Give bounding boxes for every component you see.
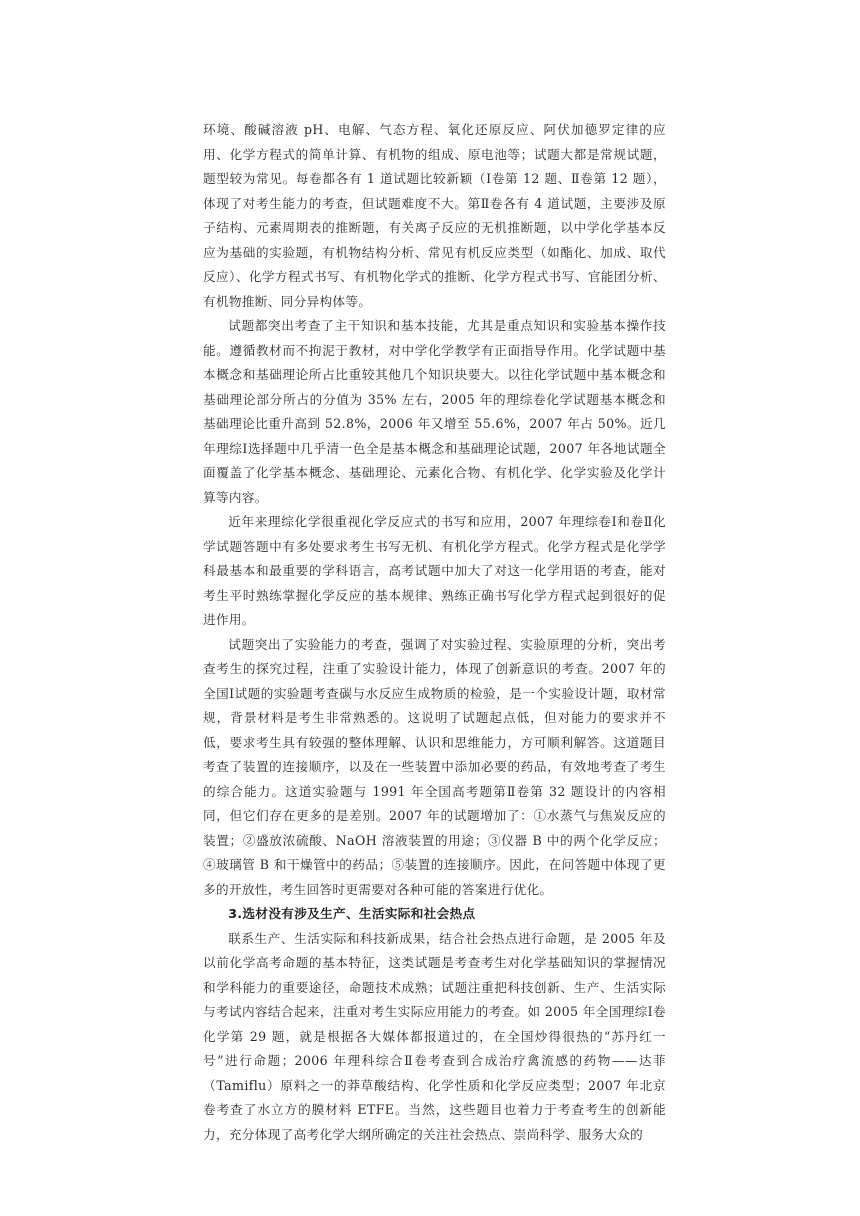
- paragraph-experiment-ability: 试题突出了实验能力的考查，强调了对实验过程、实验原理的分析，突出考查考生的探究过程，注重了实验设计能力，体现了创新意识的考查。2007 年的全国Ⅰ试题的实验题考查碳与水反应生成物质的检验，是一个实验设计题，取材常规，背景材料是考生非常熟悉的。这说明了试题起点低，但对能力的要求并不低，要求考生具有较强的整体理解、认识和思维能力，方可顺利解答。这道题目考查了装置的连接顺序，以及在一些装置中添加必要的药品，有效地考查了考生的综合能力。这道实验题与 1991 年全国高考题第Ⅱ卷第 32 题设计的内容相同，但它们存在更多的是差别。2007 年的试题增加了：①水蒸气与焦炭反应的装置；②盛放浓硫酸、NaOH 溶液装置的用途；③仪器 B 中的两个化学反应；④玻璃管 B 和干燥管中的药品；⑤装置的连接顺序。因此，在问答题中体现了更多的开放性，考生回答时更需要对各种可能的答案进行优化。: [203, 636, 666, 897]
- section-heading: 3.选材没有涉及生产、生活实际和社会热点: [228, 906, 476, 921]
- paragraph-chemical-equations: 近年来理综化学很重视化学反应式的书写和应用，2007 年理综卷Ⅰ和卷Ⅱ化学试题答题中有多处要求考生书写无机、有机化学方程式。化学方程式是化学学科最基本和最重要的学科语言，高考试题中加大了对这一化学用语的考查，能对考生平时熟练掌握化学反应的基本规律、熟练正确书写化学方程式起到很好的促进作用。: [203, 514, 666, 627]
- document-page: [203, 118, 666, 1147]
- paragraph-core-knowledge: 试题都突出考查了主干知识和基本技能，尤其是重点知识和实验基本操作技能。遵循教材而不拘泥于教材，对中学化学教学有正面指导作用。化学试题中基本概念和基础理论所占比重较其他几个知识块要大。以往化学试题中基本概念和基础理论部分所占的分值为 35% 左右，2005 年的理综卷化学试题基本概念和基础理论比重升高到 52.8%，2006 年又增至 55.6%，2007 年占 50%。近几年理综Ⅰ选择题中几乎清一色全是基本概念和基础理论试题，2007 年各地试题全面覆盖了化学基本概念、基础理论、元素化合物、有机化学、化学实验及化学计算等内容。: [203, 318, 666, 505]
- paragraph-social-hotspots: 联系生产、生活实际和科技新成果，结合社会热点进行命题，是 2005 年及以前化学高考命题的基本特征，这类试题是考查考生对化学基础知识的掌握情况和学科能力的重要途径，命题技术成熟；试题注重把科技创新、生产、生活实际与考试内容结合起来，注重对考生实际应用能力的考查。如 2005 年全国理综Ⅰ卷化学第 29 题，就是根据各大媒体都报道过的，在全国炒得很热的“苏丹红一号”进行命题；2006 年理科综合Ⅱ卷考查到合成治疗禽流感的药物——达菲（Tamiflu）原料之一的莽草酸结构、化学性质和化学反应类型；2007 年北京卷考查了水立方的膜材料 ETFE。当然，这些题目也着力于考查考生的创新能力，充分体现了高考化学大纲所确定的关注社会热点、崇尚科学、服务大众的: [203, 930, 666, 1142]
- paragraph-exam-content-overview: 环境、酸碱溶液 pH、电解、气态方程、氧化还原反应、阿伏加德罗定律的应用、化学方程式的简单计算、有机物的组成、原电池等；试题大都是常规试题，题型较为常见。每卷都各有 1 道试题比较新颖（Ⅰ卷第 12 题、Ⅱ卷第 12 题），体现了对考生能力的考查，但试题难度不大。第Ⅱ卷各有 4 道试题，主要涉及原子结构、元素周期表的推断题，有关离子反应的无机推断题，以中学化学基本反应为基础的实验题，有机物结构分析、常见有机反应类型（如酯化、加成、取代反应）、化学方程式书写、有机物化学式的推断、化学方程式书写、官能团分析、有机物推断、同分异构体等。: [203, 122, 666, 309]
